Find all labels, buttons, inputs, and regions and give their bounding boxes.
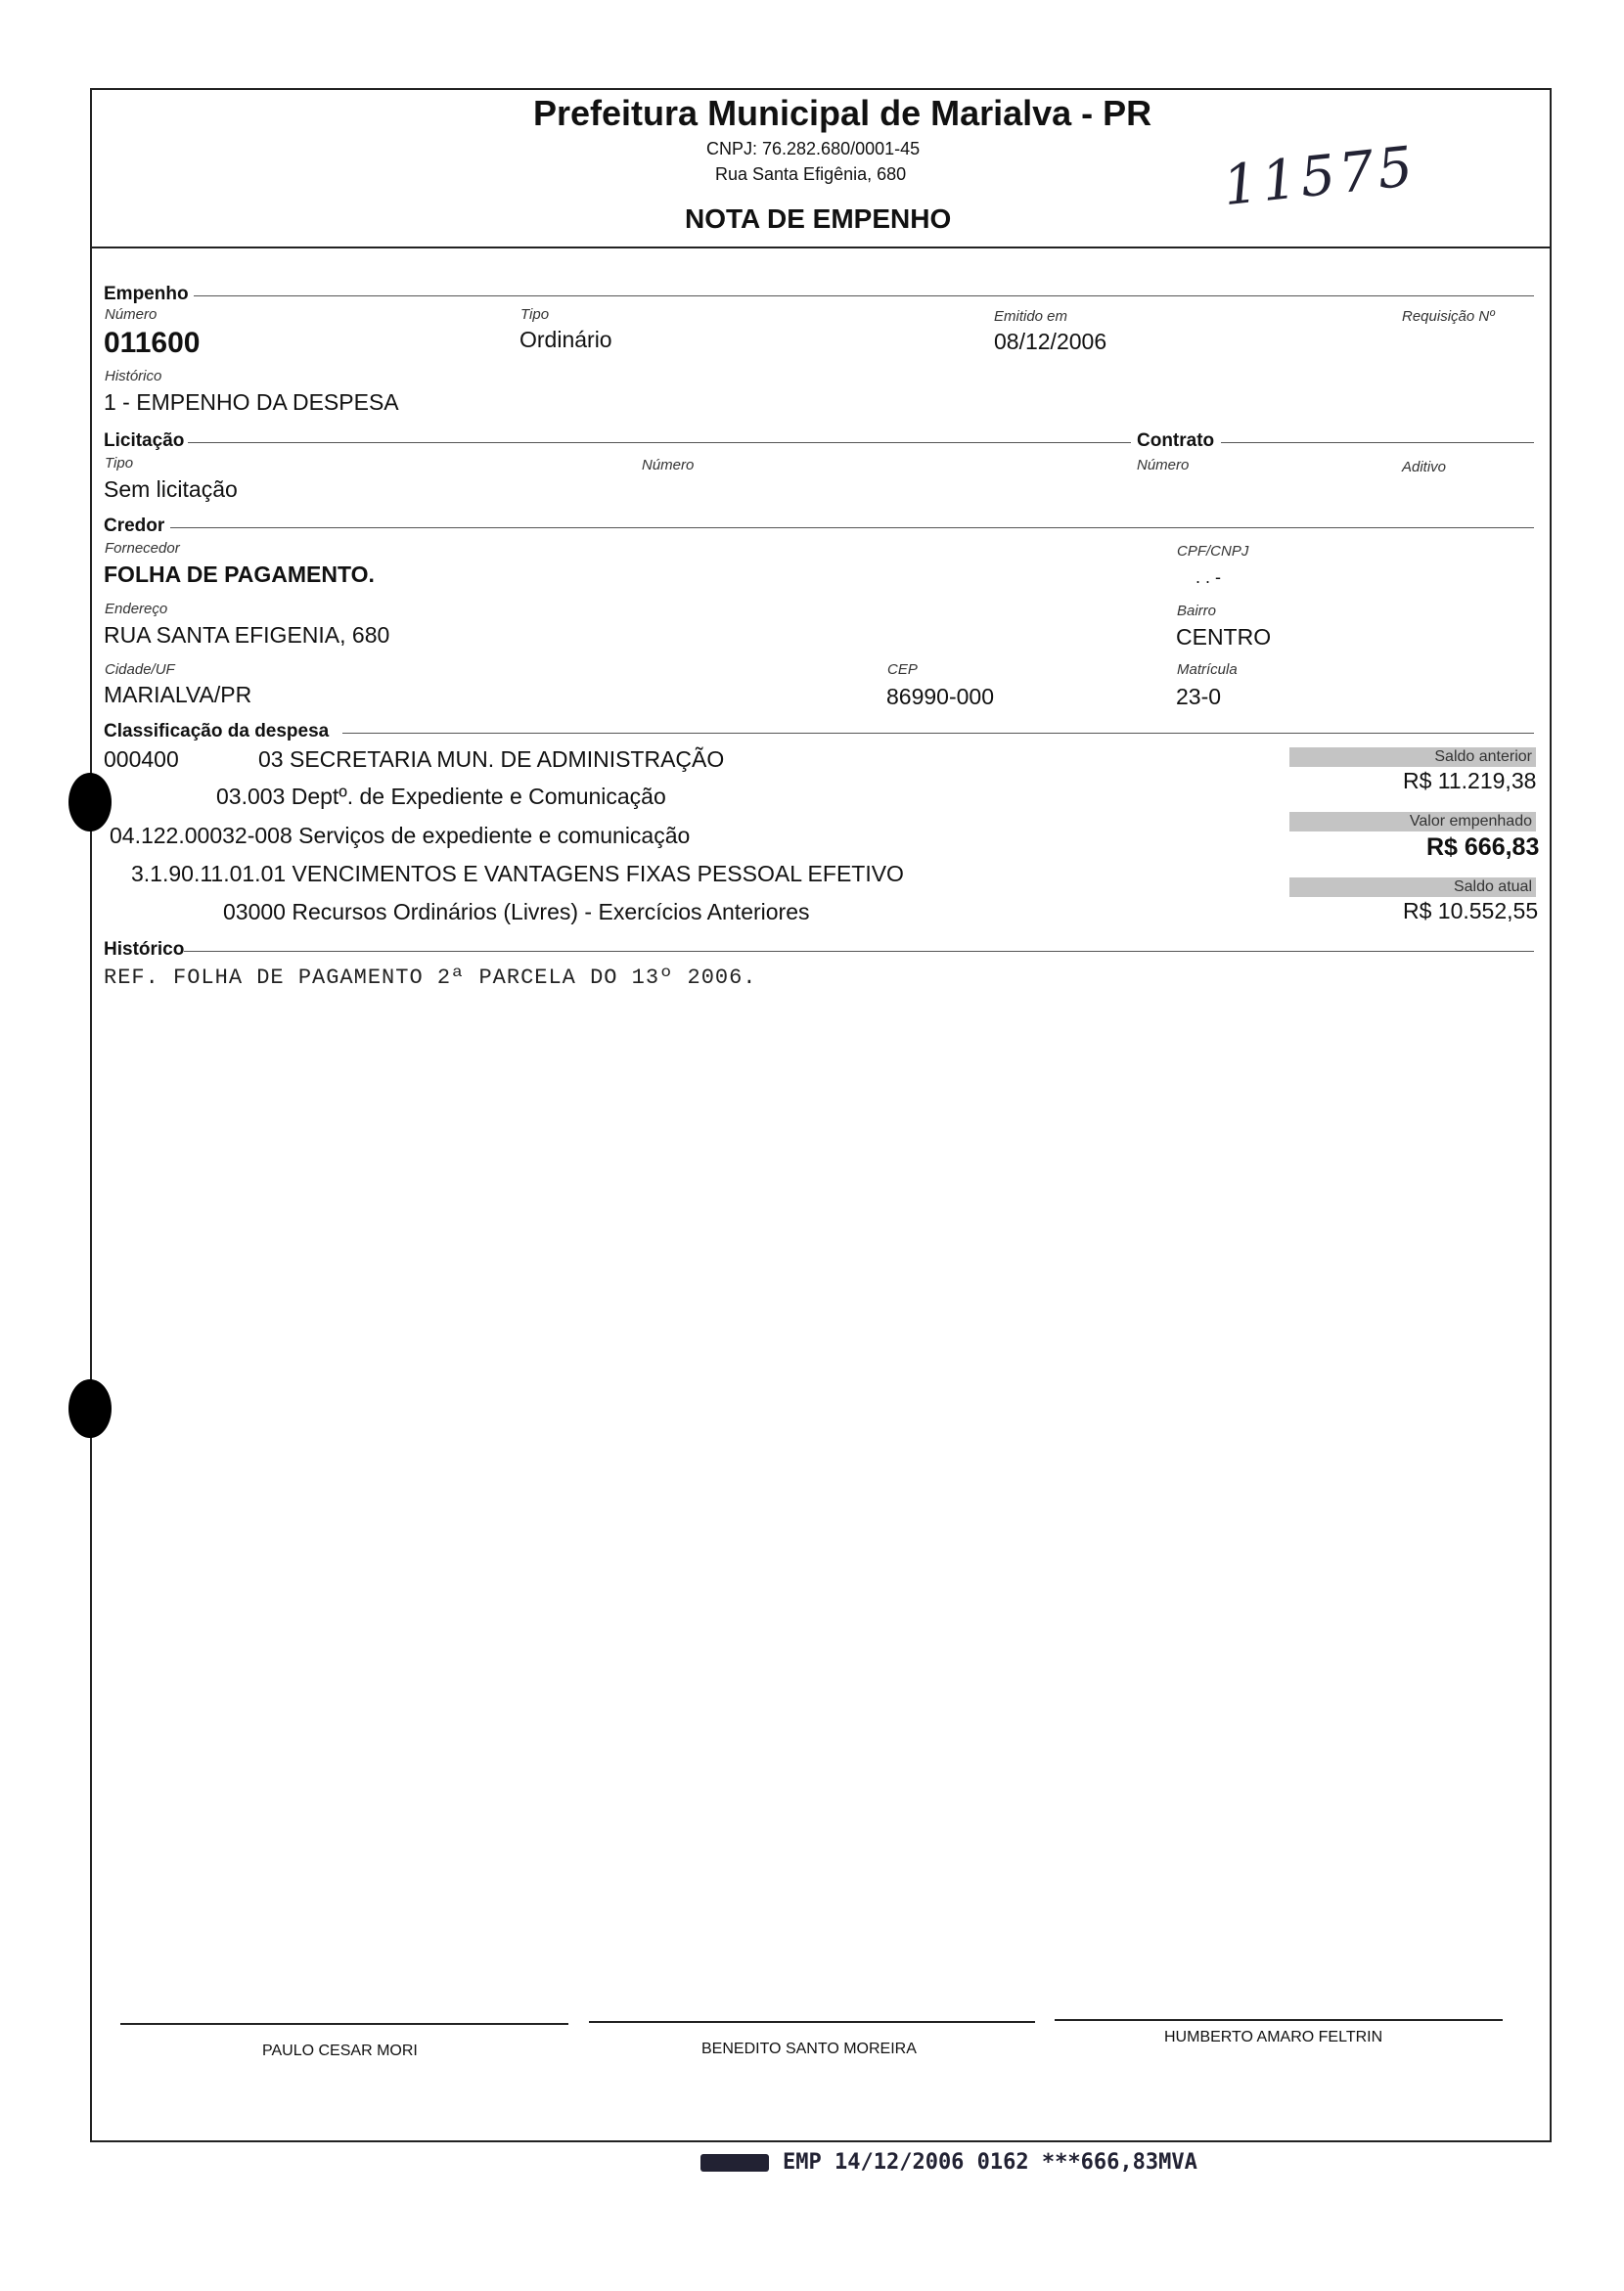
- empenho-emitido: 08/12/2006: [994, 329, 1107, 354]
- punch-hole: [68, 773, 112, 831]
- credor-cpf: . . -: [1195, 567, 1221, 587]
- historico-text: REF. FOLHA DE PAGAMENTO 2ª PARCELA DO 13º 2006.: [104, 966, 757, 990]
- label-bairro: Bairro: [1177, 603, 1217, 619]
- signature-line: [120, 2023, 568, 2025]
- signature-name: HUMBERTO AMARO FELTRIN: [1164, 2029, 1383, 2045]
- saldo-anterior-label: Saldo anterior: [1289, 747, 1536, 767]
- divider: [188, 442, 1131, 443]
- saldo-atual-label: Saldo atual: [1289, 877, 1536, 897]
- credor-fornecedor: FOLHA DE PAGAMENTO.: [104, 562, 375, 587]
- punch-hole: [68, 1379, 112, 1438]
- label-requisicao: Requisição Nº: [1402, 308, 1495, 325]
- credor-cidade: MARIALVA/PR: [104, 682, 252, 707]
- section-empenho: Empenho: [104, 284, 189, 304]
- stamp-mark: [700, 2154, 769, 2172]
- classificacao-row: 03.003 Deptº. de Expediente e Comunicação: [216, 784, 666, 809]
- label-aditivo: Aditivo: [1402, 459, 1447, 475]
- section-classificacao: Classificação da despesa: [104, 721, 330, 741]
- credor-cep: 86990-000: [886, 684, 994, 709]
- cnpj: CNPJ: 76.282.680/0001-45: [706, 139, 921, 158]
- saldo-atual-value: R$ 10.552,55: [1403, 898, 1539, 923]
- page-title: Prefeitura Municipal de Marialva - PR: [533, 93, 1152, 133]
- signature-name: PAULO CESAR MORI: [262, 2043, 418, 2059]
- label-licitacao-tipo: Tipo: [105, 455, 134, 472]
- credor-matricula: 23-0: [1176, 684, 1222, 709]
- classificacao-row: 3.1.90.11.01.01 VENCIMENTOS E VANTAGENS FIXAS PESSOAL EFETIVO: [131, 861, 904, 886]
- label-historico: Histórico: [105, 368, 162, 384]
- classificacao-row: 04.122.00032-008 Serviços de expediente e comunicação: [110, 823, 691, 848]
- valor-empenhado-value: R$ 666,83: [1426, 833, 1540, 861]
- label-fornecedor: Fornecedor: [105, 540, 180, 557]
- classificacao-row: 03000 Recursos Ordinários (Livres) - Exercícios Anteriores: [223, 899, 810, 924]
- section-contrato: Contrato: [1137, 430, 1215, 451]
- address: Rua Santa Efigênia, 680: [715, 164, 907, 184]
- document-title: NOTA DE EMPENHO: [685, 203, 952, 234]
- valor-empenhado-label: Valor empenhado: [1289, 812, 1536, 831]
- divider: [1221, 442, 1534, 443]
- classificacao-code: 000400: [104, 746, 179, 772]
- divider: [170, 527, 1534, 528]
- section-historico: Histórico: [104, 939, 185, 960]
- empenho-historico: 1 - EMPENHO DA DESPESA: [104, 389, 399, 415]
- label-emitido: Emitido em: [994, 308, 1068, 325]
- classificacao-row: 03 SECRETARIA MUN. DE ADMINISTRAÇÃO: [258, 746, 725, 772]
- stamp-text: EMP 14/12/2006 0162 ***666,83MVA: [783, 2150, 1197, 2175]
- label-numero: Número: [105, 306, 158, 323]
- section-credor: Credor: [104, 516, 165, 536]
- label-licitacao-numero: Número: [642, 457, 695, 473]
- empenho-numero: 011600: [104, 327, 201, 359]
- signature-line: [1055, 2019, 1503, 2021]
- saldo-anterior-value: R$ 11.219,38: [1403, 768, 1537, 793]
- label-cpf: CPF/CNPJ: [1177, 543, 1249, 560]
- label-tipo: Tipo: [520, 306, 550, 323]
- header-separator: [90, 247, 1550, 248]
- register-stamp: [700, 2150, 1197, 2175]
- label-cidade: Cidade/UF: [105, 661, 175, 678]
- licitacao-tipo: Sem licitação: [104, 476, 238, 502]
- signature-line: [589, 2021, 1035, 2023]
- divider: [194, 295, 1534, 296]
- label-contrato-numero: Número: [1137, 457, 1190, 473]
- handwritten-number: 11575: [1220, 134, 1421, 219]
- divider: [184, 951, 1534, 952]
- label-endereco: Endereço: [105, 601, 168, 617]
- label-cep: CEP: [887, 661, 918, 678]
- credor-endereco: RUA SANTA EFIGENIA, 680: [104, 622, 390, 648]
- divider: [342, 733, 1534, 734]
- section-licitacao: Licitação: [104, 430, 185, 451]
- label-matricula: Matrícula: [1177, 661, 1238, 678]
- credor-bairro: CENTRO: [1176, 624, 1272, 650]
- empenho-tipo: Ordinário: [519, 327, 612, 352]
- signature-name: BENEDITO SANTO MOREIRA: [701, 2041, 917, 2057]
